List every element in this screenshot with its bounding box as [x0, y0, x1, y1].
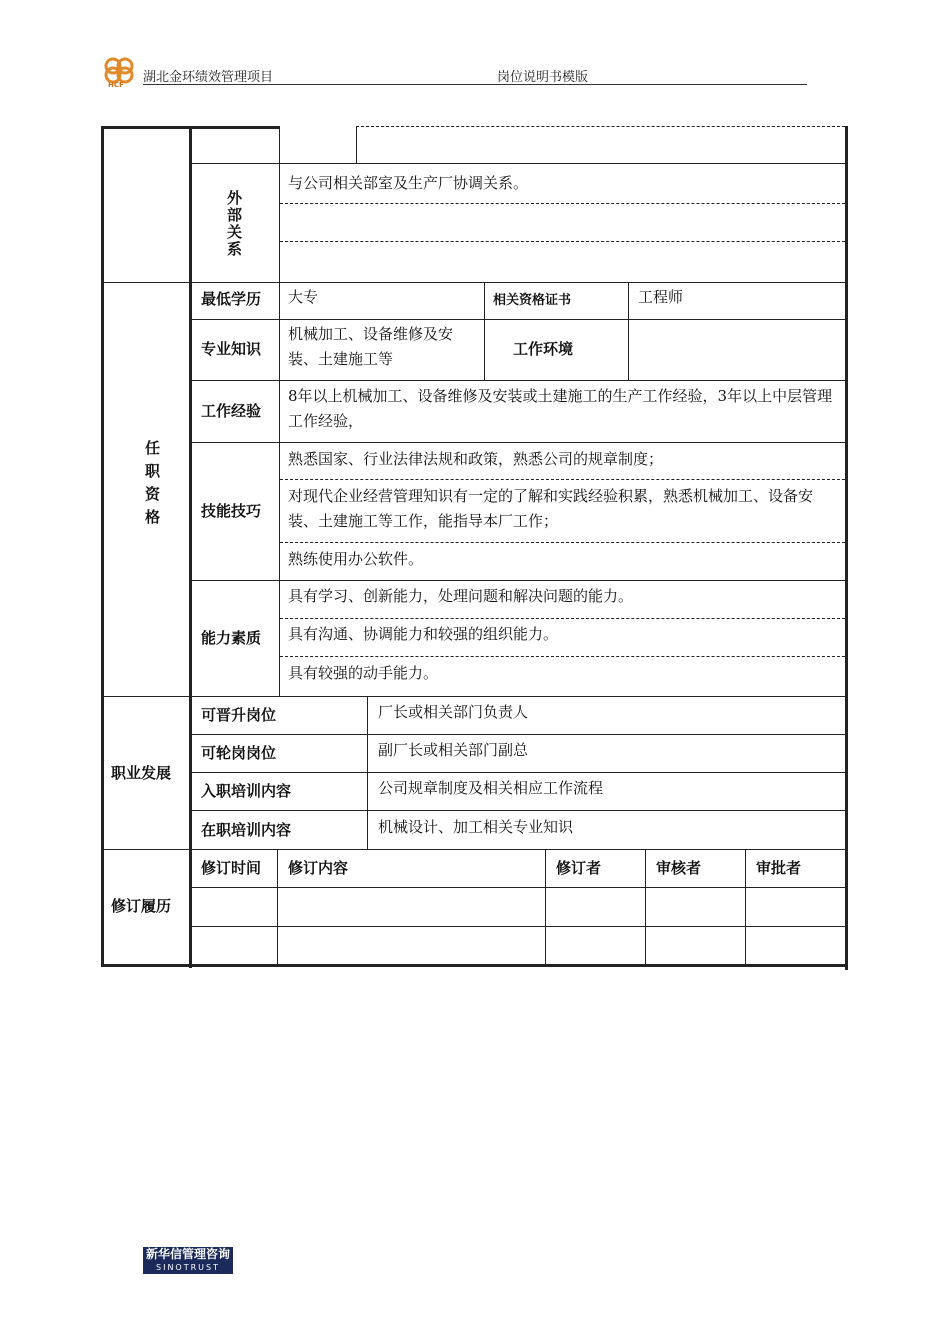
column-divider-main	[189, 126, 192, 968]
certificate-label: 相关资格证书	[493, 293, 572, 308]
cell-divider	[545, 850, 546, 967]
column-divider-label	[279, 126, 280, 696]
table-border-bottom	[101, 964, 848, 967]
dashed-row-line	[280, 241, 845, 242]
top-dashed-line	[356, 126, 845, 127]
dashed-row-line	[280, 618, 845, 619]
ability-label: 能力素质	[201, 629, 262, 647]
table-border-left	[101, 126, 104, 966]
career-row-value: 副厂长或相关部门副总	[378, 741, 529, 759]
ability-item: 具有较强的动手能力。	[288, 664, 439, 682]
row-line	[190, 887, 845, 888]
row-line	[190, 442, 845, 443]
footer-logo	[143, 1247, 233, 1274]
dashed-row-line	[280, 542, 845, 543]
section-line-career	[101, 696, 845, 697]
career-row-value: 公司规章制度及相关相应工作流程	[378, 779, 604, 797]
row-line	[190, 772, 845, 773]
experience-label: 工作经验	[201, 402, 262, 420]
career-row-label: 在职培训内容	[201, 821, 292, 839]
certificate-value: 工程师	[638, 288, 684, 306]
row-line	[190, 580, 845, 581]
revision-header-reviewer: 审核者	[656, 859, 702, 877]
row-line	[190, 734, 845, 735]
dashed-row-line	[280, 203, 845, 204]
footer-logo-cn: 新华信管理咨询	[145, 1247, 230, 1261]
career-row-label: 可晋升岗位	[201, 706, 277, 724]
skill-item: 熟悉国家、行业法律法规和政策，熟悉公司的规章制度；	[288, 450, 664, 468]
revision-header-reviser: 修订者	[556, 859, 602, 877]
row-line	[190, 319, 845, 320]
cell-divider	[484, 320, 485, 380]
dashed-row-line	[280, 656, 845, 657]
footer-logo-en: SINOTRUST	[156, 1263, 220, 1272]
experience-value: 8年以上机械加工、设备维修及安装或土建施工的生产工作经验，3年以上中层管理工作经验，	[288, 387, 833, 430]
project-title: 湖北金环绩效管理项目	[143, 70, 274, 85]
logo-text: HCF	[108, 81, 124, 89]
cell-divider	[745, 850, 746, 967]
row-line	[190, 810, 845, 811]
revision-header-content: 修订内容	[288, 859, 349, 877]
work-environment-label: 工作环境	[513, 340, 574, 358]
skill-item: 对现代企业经营管理知识有一定的了解和实践经验积累，熟悉机械加工、设备安装、土建施工等工作，能指导本厂工作；	[288, 487, 814, 530]
document-title: 岗位说明书模版	[497, 70, 589, 85]
career-row-value: 厂长或相关部门负责人	[378, 703, 529, 721]
knowledge-label: 专业知识	[201, 340, 262, 358]
table-border-right	[845, 126, 848, 970]
section-line-revision	[101, 849, 845, 850]
career-row-label: 入职培训内容	[201, 782, 292, 800]
cell-divider	[628, 283, 629, 380]
knowledge-value: 机械加工、设备维修及安装、土建施工等	[288, 325, 454, 368]
revision-section-label: 修订履历	[111, 897, 172, 915]
row-line	[190, 163, 845, 164]
row-line	[190, 380, 845, 381]
revision-header-approver: 审批者	[756, 859, 802, 877]
skills-label: 技能技巧	[201, 502, 262, 520]
header-rule	[143, 84, 807, 85]
skill-item: 熟练使用办公软件。	[288, 550, 424, 568]
cell-divider	[484, 283, 485, 320]
revision-header-time: 修订时间	[201, 859, 262, 877]
top-cell-divider	[356, 126, 357, 163]
section-line-qualification	[101, 282, 845, 283]
career-section-label: 职业发展	[111, 764, 172, 782]
ability-item: 具有沟通、协调能力和较强的组织能力。	[288, 625, 559, 643]
career-row-value: 机械设计、加工相关专业知识	[378, 818, 574, 836]
external-relations-label: 外部关系	[225, 190, 243, 258]
cell-divider	[367, 697, 368, 849]
education-value: 大专	[288, 288, 319, 306]
external-relation-row: 与公司相关部室及生产厂协调关系。	[288, 174, 529, 192]
qualification-section-label: 任职资格	[143, 440, 161, 532]
dashed-row-line	[280, 479, 845, 480]
row-line	[190, 926, 845, 927]
company-logo	[100, 55, 138, 89]
cell-divider	[277, 850, 278, 967]
ability-item: 具有学习、创新能力，处理问题和解决问题的能力。	[288, 587, 634, 605]
education-label: 最低学历	[201, 290, 262, 308]
cell-divider	[645, 850, 646, 967]
career-row-label: 可轮岗岗位	[201, 744, 277, 762]
